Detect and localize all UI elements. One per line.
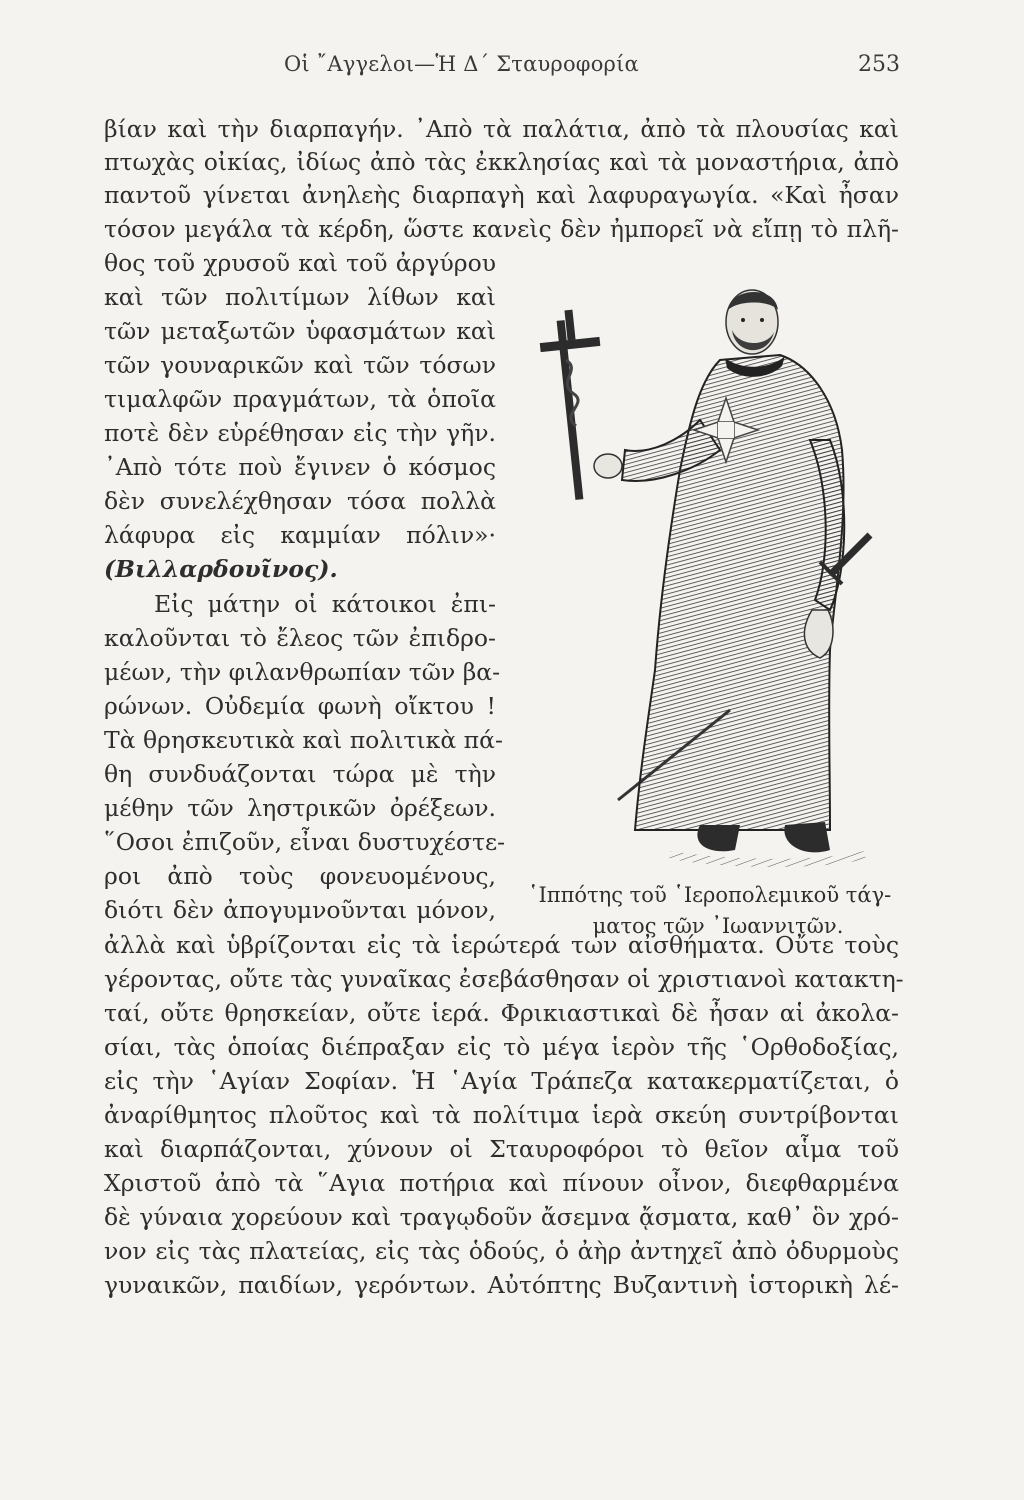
- text-line: μέων, τὴν φιλανθρωπίαν τῶν βα-: [104, 658, 501, 686]
- text-line: ᾿Απὸ τότε ποὺ ἔγινεν ὁ κόσμος: [104, 453, 496, 481]
- text-line: τόσον μεγάλα τὰ κέρδη, ὥστε κανεὶς δὲν ἠμπορεῖ νὰ εἴπῃ τὸ πλῆ-: [104, 215, 899, 243]
- text-line: ποτὲ δὲν εὑρέθησαν εἰς τὴν γῆν.: [104, 419, 496, 447]
- text-line: καλοῦνται τὸ ἔλεος τῶν ἐπιδρο-: [104, 624, 496, 652]
- text-line: ἀλλὰ καὶ ὑβρίζονται εἰς τὰ ἱερώτερά των αἰσθήματα. Οὔτε τοὺς: [104, 931, 899, 959]
- text-line: καὶ διαρπάζονται, χύνουν οἱ Σταυροφόροι τὸ θεῖον αἷμα τοῦ: [104, 1135, 899, 1163]
- knight-engraving: [530, 270, 890, 870]
- text-line: καὶ τῶν πολιτίμων λίθων καὶ: [104, 283, 496, 311]
- text-line: εἰς τὴν ῾Αγίαν Σοφίαν. Ἡ ῾Αγία Τράπεζα κατακερματίζεται, ὁ: [104, 1067, 899, 1095]
- text-line: Χριστοῦ ἀπὸ τὰ ῞Αγια ποτήρια καὶ πίνουν οἶνον, διεφθαρμένα: [104, 1169, 899, 1197]
- running-title: Οἱ ῎Αγγελοι—Ἡ Δ΄ Σταυροφορία: [284, 52, 639, 76]
- page-header: [104, 52, 904, 82]
- text-line: ταί, οὔτε θρησκείαν, οὔτε ἱερά. Φρικιαστικαὶ δὲ ἦσαν αἱ ἀκολα-: [104, 999, 899, 1027]
- figure-caption: [528, 880, 908, 942]
- text-line: πτωχὰς οἰκίας, ἰδίως ἀπὸ τὰς ἐκκλησίας καὶ τὰ μοναστήρια, ἀπὸ: [104, 148, 899, 176]
- text-line: γέροντας, οὔτε τὰς γυναῖκας ἐσεβάσθησαν οἱ χριστιανοὶ κατακτη-: [104, 965, 904, 993]
- text-line: δὲν συνελέχθησαν τόσα πολλὰ: [104, 487, 496, 515]
- text-line: παντοῦ γίνεται ἀνηλεὴς διαρπαγὴ καὶ λαφυραγωγία. «Καὶ ἦσαν: [104, 181, 899, 209]
- text-line: σίαι, τὰς ὁποίας διέπραξαν εἰς τὸ μέγα ἱερὸν τῆς ῾Ορθοδοξίας,: [104, 1033, 899, 1061]
- text-line: θη συνδυάζονται τώρα μὲ τὴν: [104, 760, 496, 788]
- text-line: θος τοῦ χρυσοῦ καὶ τοῦ ἀργύρου: [104, 249, 496, 277]
- text-line: διότι δὲν ἀπογυμνοῦνται μόνον,: [104, 896, 496, 924]
- caption-line: ματος τῶν ᾿Ιωαννιτῶν.: [592, 914, 844, 938]
- text-line: μέθην τῶν ληστρικῶν ὀρέξεων.: [104, 794, 496, 822]
- text-line: τῶν μεταξωτῶν ὑφασμάτων καὶ: [104, 317, 496, 345]
- text-line: βίαν καὶ τὴν διαρπαγήν. ᾿Απὸ τὰ παλάτια, ἀπὸ τὰ πλουσίας καὶ: [104, 115, 899, 143]
- text-line: ροι ἀπὸ τοὺς φονευομένους,: [104, 862, 496, 890]
- text-line: Εἰς μάτην οἱ κάτοικοι ἐπι-: [154, 590, 496, 618]
- text-line: ἀναρίθμητος πλοῦτος καὶ τὰ πολίτιμα ἱερὰ σκεύη συντρίβονται: [104, 1101, 899, 1129]
- page-number: 253: [858, 52, 900, 77]
- text-line: γυναικῶν, παιδίων, γερόντων. Αὐτόπτης Βυζαντινὴ ἱστορικὴ λέ-: [104, 1271, 899, 1299]
- author-citation: (Βιλλαρδουῖνος).: [104, 555, 338, 583]
- text-line: λάφυρα εἰς καμμίαν πόλιν»·: [104, 521, 496, 549]
- text-line: τιμαλφῶν πραγμάτων, τὰ ὁποῖα: [104, 385, 496, 413]
- text-line: Τὰ θρησκευτικὰ καὶ πολιτικὰ πά-: [104, 726, 503, 754]
- knight-illustration: [530, 270, 890, 870]
- text-line: ῞Οσοι ἐπιζοῦν, εἶναι δυστυχέστε-: [104, 828, 506, 856]
- text-line: νον εἰς τὰς πλατείας, εἰς τὰς ὁδούς, ὁ ἀὴρ ἀντηχεῖ ἀπὸ ὀδυρμοὺς: [104, 1237, 899, 1265]
- text-line: ρώνων. Οὐδεμία φωνὴ οἴκτου !: [104, 692, 496, 720]
- text-line: δὲ γύναια χορεύουν καὶ τραγῳδοῦν ἄσεμνα ᾄσματα, καθ᾿ ὃν χρό-: [104, 1203, 899, 1231]
- caption-line: ῾Ιππότης τοῦ ῾Ιεροπολεμικοῦ τάγ-: [528, 883, 892, 907]
- text-line: τῶν γουναρικῶν καὶ τῶν τόσων: [104, 351, 496, 379]
